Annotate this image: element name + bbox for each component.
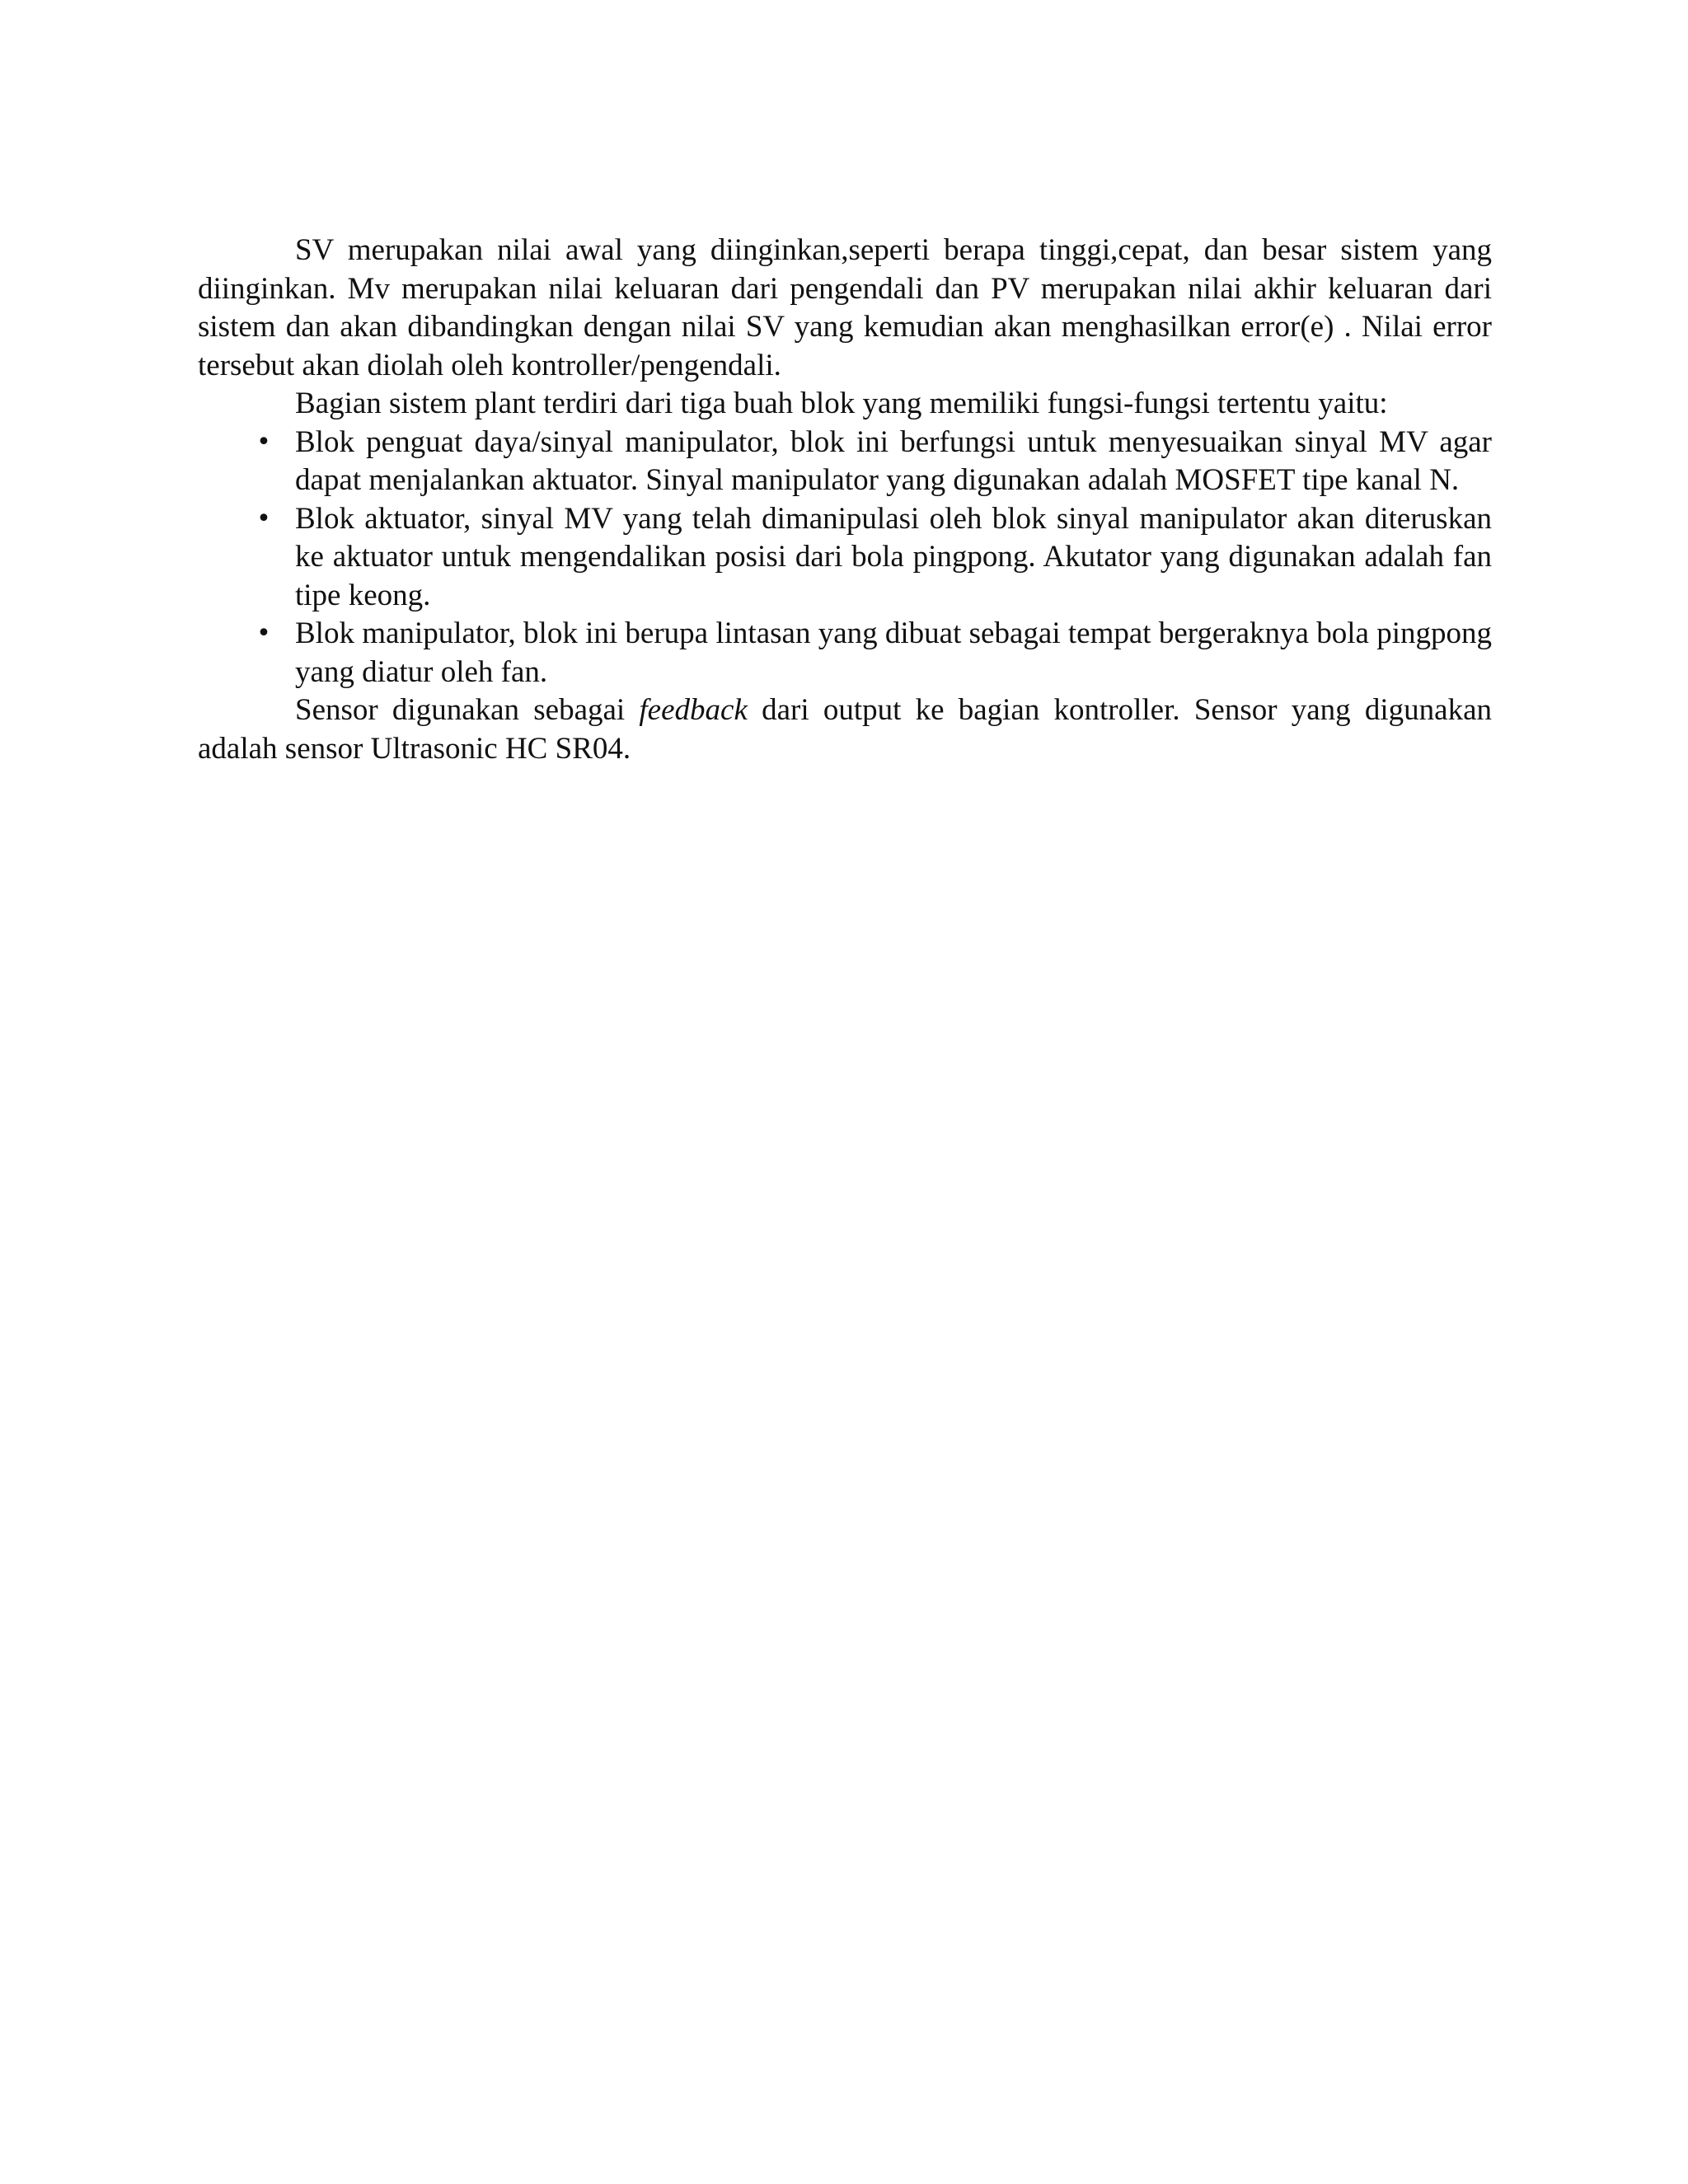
bullet-icon: • (256, 619, 271, 648)
bullet-icon: • (256, 504, 271, 533)
list-item (198, 500, 1492, 616)
list-item-text: Blok aktuator, sinyal MV yang telah dimanipulasi oleh blok sinyal manipulator akan diteruskan ke aktuator untuk mengendalikan posisi dari bola pingpong. Akutator yang digunakan adalah fan tipe keong. (295, 501, 1492, 612)
list-item-text: Blok penguat daya/sinyal manipulator, blok ini berfungsi untuk menyesuaikan sinyal MV agar dapat menjalankan aktuator. Sinyal manipulator yang digunakan adalah MOSFET tipe kanal N. (295, 424, 1492, 497)
bullet-icon: • (256, 427, 271, 457)
paragraph-plant-intro: Bagian sistem plant terdiri dari tiga buah blok yang memiliki fungsi-fungsi tertentu yaitu: (295, 387, 1388, 420)
sensor-text-end: dari output ke bagian kontroller. Sensor yang digunakan adalah sensor Ultrasonic HC SR04. (198, 693, 1493, 766)
paragraph-sv-definition: SV merupakan nilai awal yang diinginkan,seperti berapa tinggi,cepat, dan besar sistem yang diinginkan. Mv merupakan nilai keluaran dari pengendali dan PV merupakan nilai akhir keluaran dari sistem dan akan dibandingkan dengan nilai SV yang kemudian akan menghasilkan error(e) . Nilai error tersebut akan diolah oleh kontroller/pengendali. (198, 233, 1492, 382)
sensor-text-start: Sensor digunakan sebagai (295, 693, 640, 727)
feedback-term: feedback (639, 693, 748, 727)
plant-block-list (198, 424, 1492, 692)
list-item (198, 424, 1492, 500)
list-item-text: Blok manipulator, blok ini berupa lintasan yang dibuat sebagai tempat bergeraknya bola pingpong yang diatur oleh fan. (295, 616, 1492, 689)
list-item (198, 615, 1492, 691)
paragraph-sensor (198, 691, 1492, 768)
document-page (198, 232, 1492, 768)
